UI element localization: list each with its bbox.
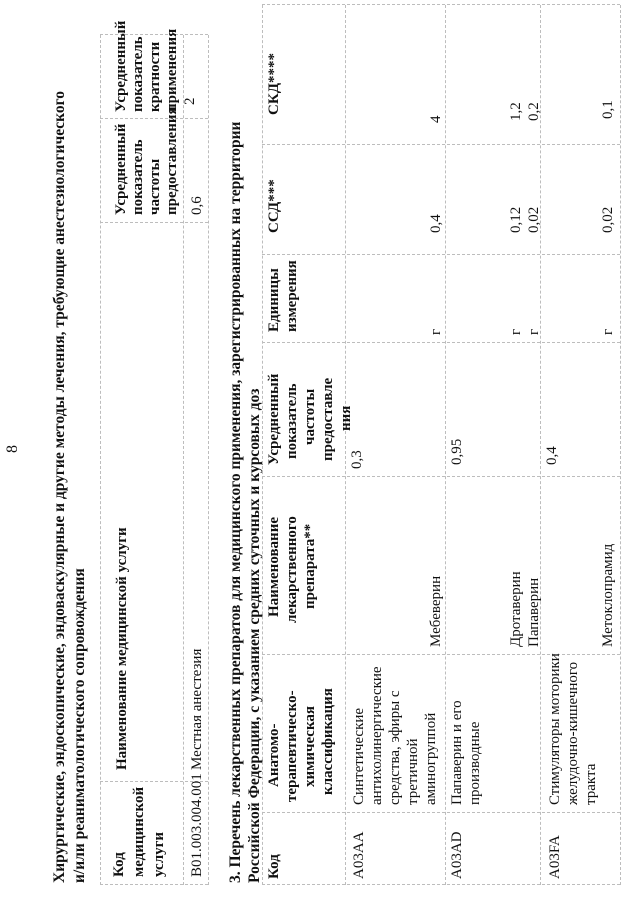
t1-col-mult-4: применения bbox=[164, 28, 180, 112]
table2-divider-3 bbox=[262, 654, 620, 655]
t2-g1-d1-ssd: 0,4 bbox=[428, 214, 444, 233]
t2-g2-d2-ssd: 0,02 bbox=[526, 206, 542, 233]
table1-bottom-border bbox=[208, 35, 209, 885]
t2-col-freq-4: предоставле bbox=[320, 377, 336, 461]
t2-col-unit-1: Единицы bbox=[266, 268, 282, 332]
table2-divider-6 bbox=[262, 254, 620, 255]
table2-header-bottom bbox=[345, 5, 346, 885]
t2-g2-atc-2: производные bbox=[467, 721, 483, 805]
table2-row1-bottom bbox=[445, 5, 446, 885]
t2-col-skd: СКД**** bbox=[266, 52, 282, 115]
t2-g3-atc-1: Стимуляторы моторики bbox=[547, 653, 563, 805]
t1-col-freq-1: Усредненный bbox=[113, 123, 129, 215]
t2-col-drug-2: лекарственного bbox=[284, 516, 300, 623]
t2-col-ssd: ССД*** bbox=[266, 179, 282, 233]
t2-g3-d1-name: Метоклопрамид bbox=[600, 543, 616, 647]
table2-bottom-border bbox=[620, 5, 621, 885]
t1-col-name: Наименование медицинской услуги bbox=[114, 527, 130, 770]
table2-divider-1 bbox=[262, 884, 620, 885]
t2-g1-d1-unit: г bbox=[428, 328, 444, 335]
t1-row-code: B01.003.004.001 bbox=[189, 773, 205, 877]
t2-col-drug-1: Наименование bbox=[266, 517, 282, 617]
table2-top-border bbox=[262, 5, 263, 885]
t2-col-atc-2: терапевтическо- bbox=[284, 690, 300, 802]
t2-col-unit-2: измерения bbox=[284, 260, 300, 332]
t2-g2-d2-name: Папаверин bbox=[526, 577, 542, 647]
t2-g1-d1-name: Мебеверин bbox=[428, 575, 444, 647]
table1-top-border bbox=[100, 35, 101, 885]
t2-col-atc-1: Анатомо- bbox=[266, 723, 282, 787]
t1-col-mult-1: Усредненный bbox=[113, 20, 129, 112]
section2-heading-line1: 3. Перечень лекарственных препаратов для медицинского применения, зарегистрированных на территории bbox=[227, 121, 244, 883]
section1-heading-line2: и/или реаниматологического сопровождения bbox=[71, 568, 88, 883]
t2-g1-atc-1: Синтетические bbox=[351, 707, 367, 805]
table1-divider-4 bbox=[100, 118, 208, 119]
section1-heading-line1: Хирургические, эндоскопические, эндоваскулярные и другие методы лечения, требующие анестезиологического bbox=[51, 90, 68, 883]
table2-divider-8 bbox=[262, 4, 620, 5]
t2-col-freq-3: частоты bbox=[302, 388, 318, 445]
section2-heading-line2: Российской Федерации, с указанием средних суточных и курсовых доз bbox=[246, 388, 263, 883]
t2-g1-atc-2: антихолинергические bbox=[369, 666, 385, 805]
t2-col-freq-2: показатель bbox=[284, 383, 300, 459]
t1-col-freq-4: предоставления bbox=[164, 106, 180, 215]
t1-col-code-2: медицинской bbox=[131, 786, 147, 877]
t2-g2-code: A03AD bbox=[449, 831, 465, 879]
t2-g3-code: A03FA bbox=[547, 835, 563, 879]
t2-col-atc-4: классификация bbox=[320, 688, 336, 795]
t2-g1-freq: 0,3 bbox=[349, 450, 365, 469]
table1-header-bottom bbox=[183, 35, 184, 885]
t2-col-atc-3: химическая bbox=[302, 706, 318, 787]
t2-col-freq-1: Усредненный bbox=[266, 373, 282, 465]
t2-g2-d1-skd: 1,2 bbox=[508, 102, 524, 121]
t2-col-drug-3: препарата** bbox=[302, 523, 318, 609]
t2-g1-atc-3: средства, эфиры с bbox=[387, 690, 403, 805]
t2-g2-d1-ssd: 0,12 bbox=[508, 206, 524, 233]
table2-divider-5 bbox=[262, 342, 620, 343]
t2-g1-code: A03AA bbox=[351, 831, 367, 879]
t2-g3-d1-skd: 0,1 bbox=[600, 100, 616, 119]
t1-col-freq-2: показатель bbox=[130, 139, 146, 215]
t2-col-freq-5: ния bbox=[338, 405, 354, 431]
table1-divider-3 bbox=[100, 222, 208, 223]
table1-divider-1 bbox=[100, 884, 208, 885]
t2-g3-d1-unit: г bbox=[600, 328, 616, 335]
t2-g2-d2-unit: г bbox=[526, 328, 542, 335]
t1-row-name: Местная анестезия bbox=[189, 648, 205, 770]
t2-g3-atc-2: желудочно-кишечного bbox=[565, 661, 581, 805]
t2-g2-freq: 0,95 bbox=[449, 438, 465, 465]
t2-g2-atc-1: Папаверин и его bbox=[449, 700, 465, 805]
t1-col-mult-2: показатель bbox=[130, 36, 146, 112]
t2-g1-atc-4: третичной bbox=[405, 738, 421, 805]
t2-g1-d1-skd: 4 bbox=[428, 115, 444, 123]
t2-g3-d1-ssd: 0,02 bbox=[600, 206, 616, 233]
table2-divider-4 bbox=[262, 476, 620, 477]
table2-divider-2 bbox=[262, 812, 620, 813]
table2-row2-bottom bbox=[540, 5, 541, 885]
t1-row-mult: 2 bbox=[182, 97, 198, 105]
t2-g3-freq: 0,4 bbox=[544, 446, 560, 465]
page-number: 8 bbox=[4, 445, 21, 453]
table2-divider-7 bbox=[262, 144, 620, 145]
t2-g2-d2-skd: 0,2 bbox=[526, 102, 542, 121]
t2-g3-atc-3: тракта bbox=[583, 763, 599, 805]
t1-col-freq-3: частоты bbox=[147, 158, 163, 215]
t2-col-code: Код bbox=[266, 854, 282, 879]
t1-row-freq: 0,6 bbox=[189, 196, 205, 215]
t1-col-code-3: услуги bbox=[151, 831, 167, 877]
t2-g2-d1-unit: г bbox=[508, 328, 524, 335]
t2-g1-atc-5: аминогруппой bbox=[423, 712, 439, 805]
t1-col-code-1: Код bbox=[111, 852, 127, 877]
t1-col-mult-3: кратности bbox=[147, 41, 163, 112]
t2-g2-d1-name: Дротаверин bbox=[508, 571, 524, 647]
